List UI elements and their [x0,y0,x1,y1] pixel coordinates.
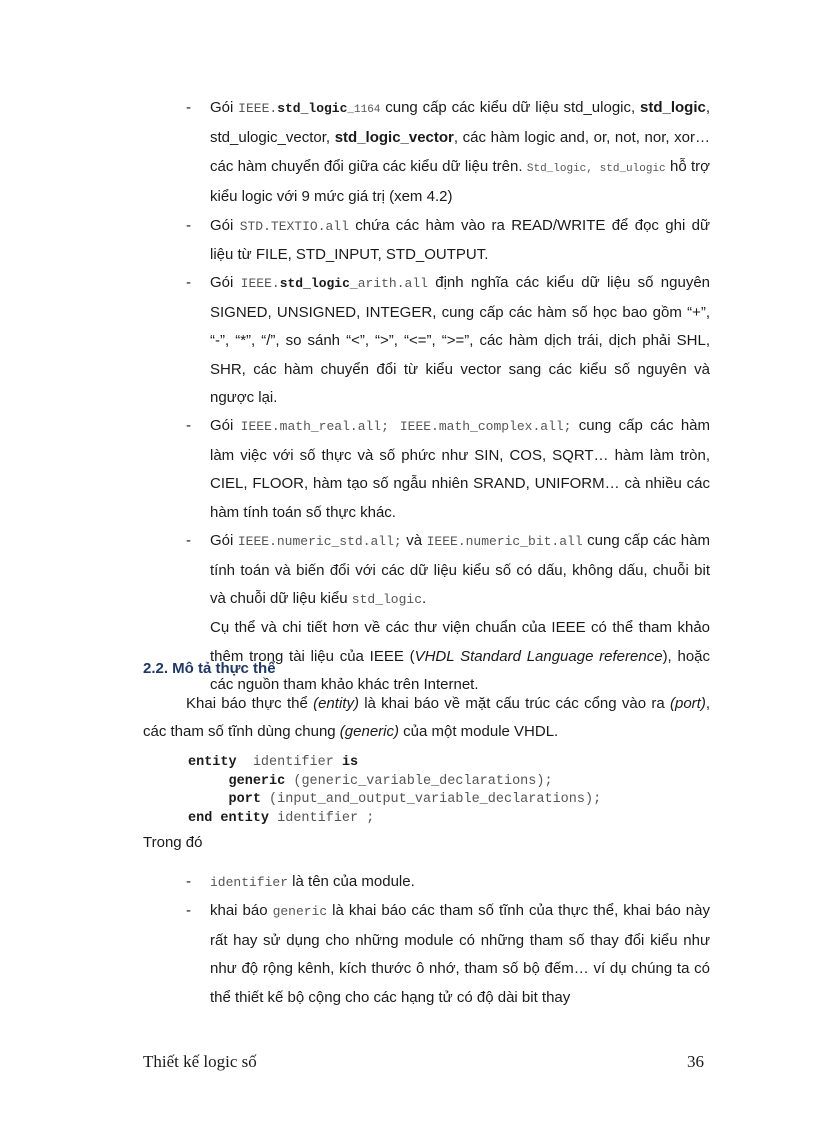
code-ref: identifier [210,875,289,890]
code-ref: STD.TEXTIO.all [239,218,349,234]
reference-paragraph: Cụ thể và chi tiết hơn về các thư viện chuẩn của IEEE có thể tham khảo thêm trong tài liệu của IEEE (VHDL Standard Language reference), hoặc các nguồn tham khảo khác trên Internet. [210,619,710,694]
code-ref: IEEE.numeric_std.all; [237,534,402,550]
list-item: - Gói IEEE.std_logic_arith.all định nghĩa các kiểu dữ liệu số nguyên SIGNED, UNSIGNED, INTEGER, cung cấp các hàm số học bao gồm “+”, “-”, “*”, “/”, so sánh “<”, “>”, “<=”, “>=”, các hàm dịch trái, dịch phải SHL, SHR, các hàm chuyển đổi từ kiểu vector sang các kiểu số nguyên và ngược lại. [186,269,710,412]
list-item: - khai báo generic là khai báo các tham số tĩnh của thực thể, khai báo này rất hay sử dụng cho những module có những tham số thay đổi kiểu như như độ rộng kênh, kích thước ô nhớ, tham số bộ đếm… ví dụ chúng ta có thể thiết kế bộ cộng cho các hạng tử có độ dài bit thay [186,897,710,1012]
code-block: entity identifier is generic (generic_variable_declarations); port (input_and_output_variable_declarations); end entity identifier ; [188,755,602,826]
code-ref: std_logic [351,591,423,607]
body-paragraph: Khai báo thực thể (entity) là khai báo về mặt cấu trúc các cổng vào ra (port), các tham số tĩnh dùng chung (generic) của một module VHDL. [143,695,711,741]
trong-do-label: Trong đó [143,834,203,851]
code-ref: Std_logic, std_ulogic [526,162,666,175]
text: Gói [210,99,239,116]
bold-term: std_logic_vector [334,129,454,147]
list-item: - Gói STD.TEXTIO.all chứa các hàm vào ra READ/WRITE để đọc ghi dữ liệu từ FILE, STD_INPUT, STD_OUTPUT. [186,212,710,270]
text: cung cấp các kiểu dữ liệu std_ulogic, [380,99,640,116]
list-item: - Gói IEEE.math_real.all; IEEE.math_complex.all; cung cấp các hàm làm việc với số thực và số phức như SIN, COS, SQRT… hàm làm tròn, CIEL, FLOOR, hàm tạo số ngẫu nhiên SRAND, UNIFORM… cà nhiều các hàm tính toán số thực khác. [186,412,710,527]
code-ref: IEEE.std_logic_arith.all [240,276,428,292]
text: hỗ trợ kiểu logic với 9 mức giá trị (xem 4.2) [210,157,711,206]
footer-title: Thiết kế logic số [143,1052,257,1071]
page-number: 36 [687,1052,704,1071]
definition-list [186,868,710,1012]
list-item: - identifier là tên của module. [186,868,710,897]
text: , các hàm logic and, or, not, nor, xor… các hàm chuyển đổi giữa các kiểu dữ liệu trên. [210,129,710,175]
list-item: - Gói IEEE.numeric_std.all; và IEEE.numeric_bit.all cung cấp các hàm tính toán và biến đổi với các dữ liệu kiểu số có dấu, không dấu, chuỗi bit và chuỗi dữ liệu kiểu std_logic. [186,527,710,614]
package-list [186,94,710,700]
text: , std_ulogic_vector, [210,99,711,147]
list-item [186,94,710,212]
code-ref: IEEE.numeric_bit.all [426,534,583,550]
code-ref: generic [272,904,328,920]
bold-term: std_logic [639,99,706,116]
section-heading: 2.2. Mô tả thực thể [143,660,276,677]
code-ref: IEEE.math_real.all; IEEE.math_complex.all; [240,419,572,435]
code-ref: IEEE.std_logic_1164 [238,101,381,116]
